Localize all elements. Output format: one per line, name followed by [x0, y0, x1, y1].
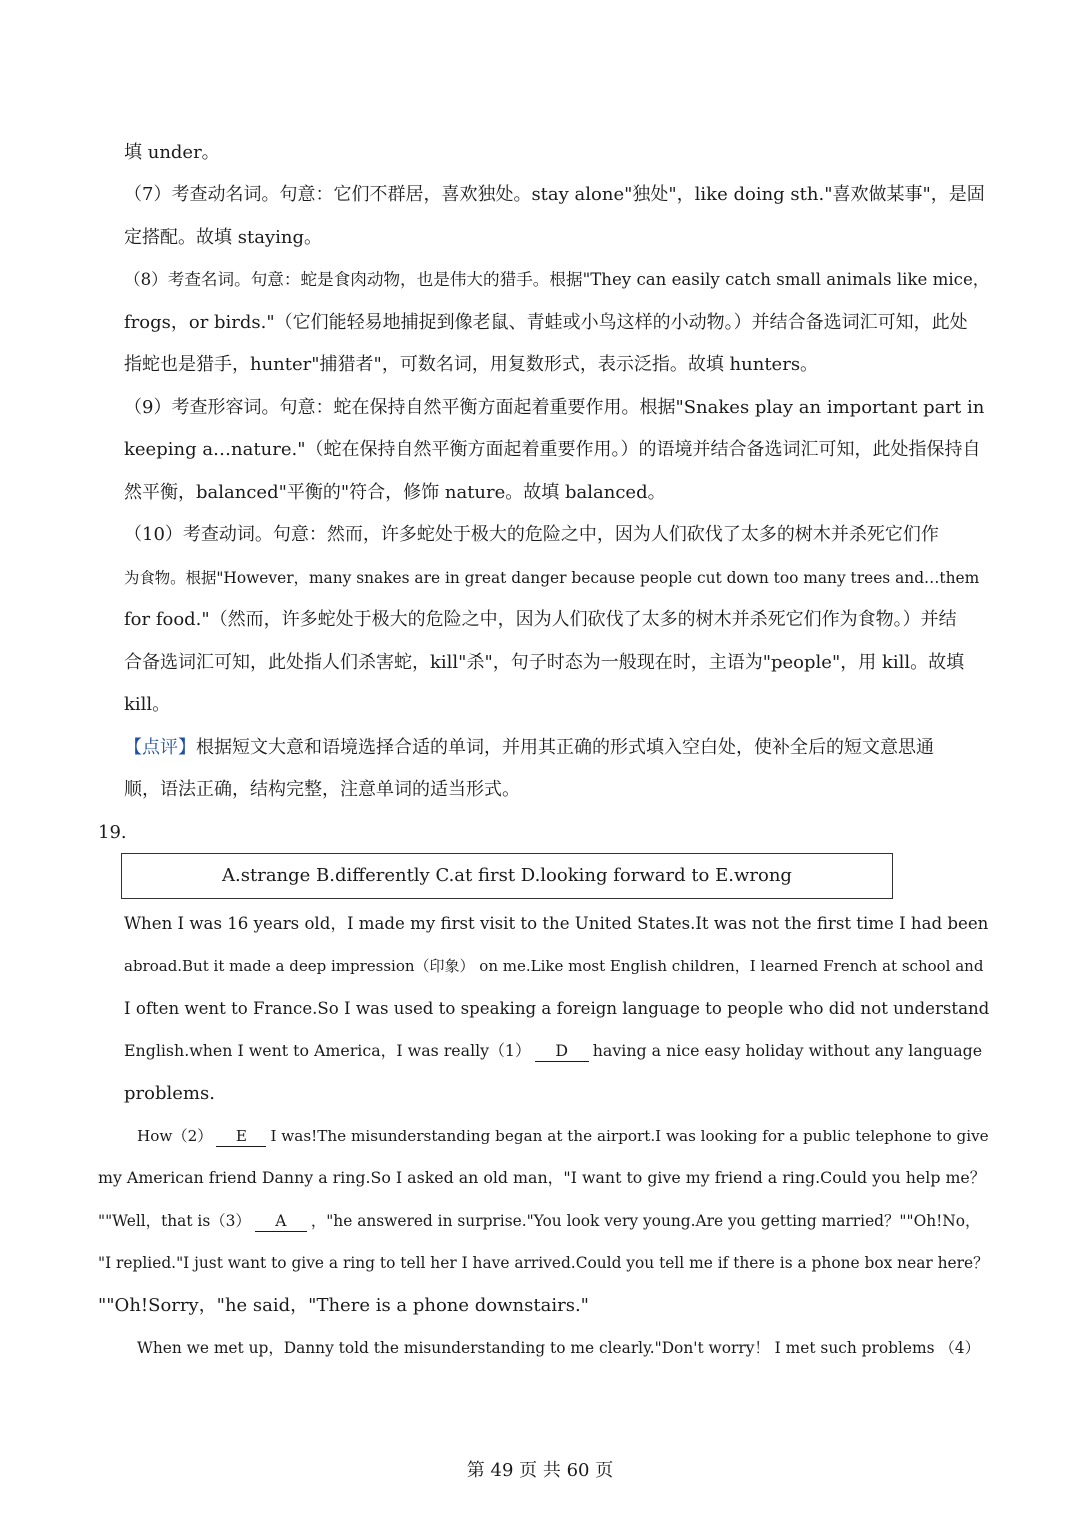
- word-bank-box: [121, 853, 893, 899]
- review-text: 根据短文大意和语境选择合适的单词，并用其正确的形式填入空白处，使补全后的短文意思通: [196, 737, 934, 758]
- answer-blank-1: D: [535, 1041, 589, 1062]
- analysis-line: （9）考查形容词。句意：蛇在保持自然平衡方面起着重要作用。根据"Snakes play an important part in: [124, 397, 985, 418]
- word-bank-text: A.strange B.differently C.at first D.looking forward to E.wrong: [222, 865, 792, 886]
- analysis-line: （7）考查动名词。句意：它们不群居，喜欢独处。stay alone"独处"，like doing sth."喜欢做某事"，是固: [124, 184, 985, 205]
- passage-line: How（2） E I was!The misunderstanding began at the airport.I was looking for a public telephone to give: [137, 1127, 989, 1145]
- page-footer: 第 49 页 共 60 页: [466, 1460, 614, 1481]
- analysis-line: for food."（然而，许多蛇处于极大的危险之中，因为人们砍伐了太多的树木并杀死它们作为食物。）并结: [124, 609, 957, 630]
- analysis-line: 定搭配。故填 staying。: [124, 227, 322, 248]
- review-line: [124, 736, 934, 760]
- passage-line: "I replied."I just want to give a ring to tell her I have arrived.Could you tell me if there is a phone box near here？: [98, 1254, 989, 1272]
- analysis-line: kill。: [124, 694, 171, 715]
- passage-line: When I was 16 years old，I made my first visit to the United States.It was not the first time I had been: [124, 914, 989, 933]
- passage-line: I often went to France.So I was used to speaking a foreign language to people who did not understand: [124, 999, 990, 1018]
- passage-line: problems.: [124, 1083, 215, 1104]
- passage-line: ""Well，that is（3） A ，"he answered in surprise."You look very young.Are you getting married？""Oh!No，: [98, 1212, 981, 1230]
- passage-line: English.when I went to America，I was really（1） D having a nice easy holiday without any language: [124, 1041, 983, 1060]
- analysis-line: 合备选词汇可知，此处指人们杀害蛇，kill"杀"，句子时态为一般现在时，主语为"people"，用 kill。故填: [124, 652, 965, 673]
- analysis-line: 指蛇也是猎手，hunter"捕猎者"，可数名词，用复数形式，表示泛指。故填 hunters。: [124, 354, 819, 375]
- analysis-line: frogs，or birds."（它们能轻易地捕捉到像老鼠、青蛙或小鸟这样的小动物。）并结合备选词汇可知，此处: [124, 312, 968, 333]
- passage-line: ""Oh!Sorry，"he said，"There is a phone downstairs.": [98, 1295, 589, 1316]
- answer-blank-2: E: [216, 1126, 266, 1147]
- analysis-line: 填 under。: [124, 142, 220, 163]
- passage-line: my American friend Danny a ring.So I asked an old man，"I want to give my friend a ring.Could you help me？: [98, 1168, 986, 1187]
- analysis-line: 然平衡，balanced"平衡的"符合，修饰 nature。故填 balanced。: [124, 482, 666, 503]
- analysis-line: （8）考查名词。句意：蛇是食肉动物，也是伟大的猎手。根据"They can easily catch small animals like mice，: [124, 270, 990, 289]
- review-line: 顺，语法正确，结构完整，注意单词的适当形式。: [124, 779, 520, 800]
- answer-blank-3: A: [255, 1211, 307, 1232]
- analysis-line: keeping a…nature."（蛇在保持自然平衡方面起着重要作用。）的语境并结合备选词汇可知，此处指保持自: [124, 439, 981, 460]
- analysis-line: 为食物。根据"However，many snakes are in great danger because people cut down too many trees and…them: [124, 569, 980, 587]
- question-number: 19.: [98, 822, 127, 843]
- passage-line: When we met up，Danny told the misunderstanding to me clearly."Don't worry！ I met such problems （4）: [137, 1339, 980, 1357]
- analysis-line: （10）考查动词。句意：然而，许多蛇处于极大的危险之中，因为人们砍伐了太多的树木并杀死它们作: [124, 524, 939, 545]
- passage-line: abroad.But it made a deep impression（印象） on me.Like most English children，I learned French at school and: [124, 957, 984, 975]
- review-tag: 【点评】: [124, 737, 196, 758]
